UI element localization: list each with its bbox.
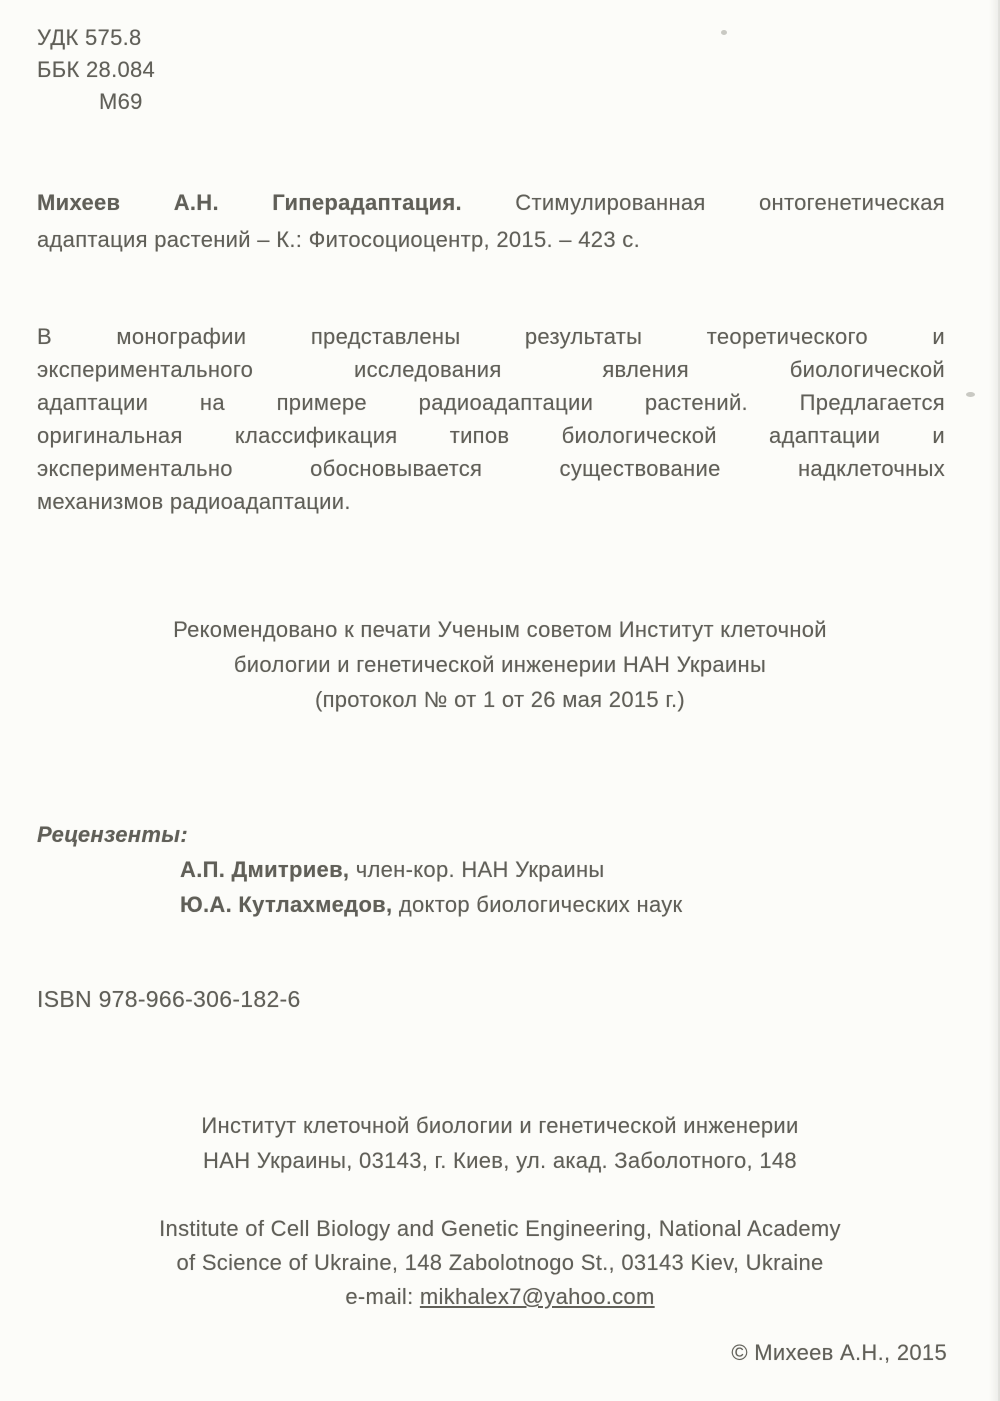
annotation-line: оригинальная классификация типов биологической адаптации и	[37, 423, 945, 448]
reviewer-name: Ю.А. Кутлахмедов,	[180, 892, 393, 917]
publisher-address-en	[0, 1212, 1000, 1314]
publisher-address-ru-line-2: НАН Украины, 03143, г. Киев, ул. акад. Заболотного, 148	[203, 1148, 797, 1173]
recommendation-note	[70, 612, 930, 717]
annotation-paragraph	[37, 320, 945, 518]
publisher-address-ru-line-1: Институт клеточной биологии и генетической инженерии	[201, 1113, 799, 1138]
recommendation-line-1: Рекомендовано к печати Ученым советом Институт клеточной	[173, 617, 827, 642]
email-link[interactable]: mikhalex7@yahoo.com	[419, 1284, 655, 1309]
reviewers-section	[37, 818, 682, 921]
publisher-address-en-line-2: of Science of Ukraine, 148 Zabolotnogo St., 03143 Kiev, Ukraine	[176, 1250, 824, 1275]
email-line	[0, 1280, 1000, 1314]
citation-author-and-title: Михеев А.Н. Гиперадаптация.	[37, 190, 462, 215]
annotation-last-line: механизмов радиоадаптации.	[37, 489, 351, 514]
book-citation	[37, 184, 945, 258]
scan-edge-shadow	[989, 0, 1000, 1401]
annotation-line: В монографии представлены результаты теоретического и	[37, 324, 945, 349]
author-sign-code: М69	[99, 89, 143, 114]
reviewer-title: член-кор. НАН Украины	[349, 857, 605, 882]
copyright-notice: © Михеев А.Н., 2015	[731, 1340, 947, 1365]
annotation-line: экспериментально обосновывается существование надклеточных	[37, 456, 945, 481]
udk-code: УДК 575.8	[37, 25, 142, 50]
annotation-line: экспериментального исследования явления биологической	[37, 357, 945, 382]
scan-speck	[721, 30, 727, 35]
publisher-address-en-line-1: Institute of Cell Biology and Genetic Engineering, National Academy	[159, 1216, 841, 1241]
scan-speck	[966, 392, 975, 397]
citation-line-2: адаптация растений – К.: Фитосоциоцентр, 2015. – 423 с.	[37, 227, 640, 252]
bbk-code: ББК 28.084	[37, 57, 156, 82]
reviewers-heading: Рецензенты:	[37, 822, 188, 847]
reviewer-item	[180, 888, 682, 921]
reviewer-item	[180, 853, 682, 886]
reviewer-title: доктор биологических наук	[392, 892, 683, 917]
classification-codes	[37, 22, 155, 118]
isbn-number: ISBN 978-966-306-182-6	[37, 986, 301, 1012]
citation-line-1	[37, 184, 945, 221]
email-label: e-mail:	[345, 1284, 420, 1309]
annotation-line: адаптации на примере радиоадаптации растений. Предлагается	[37, 390, 945, 415]
recommendation-line-3: (протокол № от 1 от 26 мая 2015 г.)	[314, 687, 686, 712]
citation-subtitle-start: Стимулированная онтогенетическая	[515, 190, 946, 215]
publisher-address-ru	[0, 1108, 1000, 1178]
recommendation-line-2: биологии и генетической инженерии НАН Украины	[233, 652, 767, 677]
reviewer-name: А.П. Дмитриев,	[180, 857, 350, 882]
